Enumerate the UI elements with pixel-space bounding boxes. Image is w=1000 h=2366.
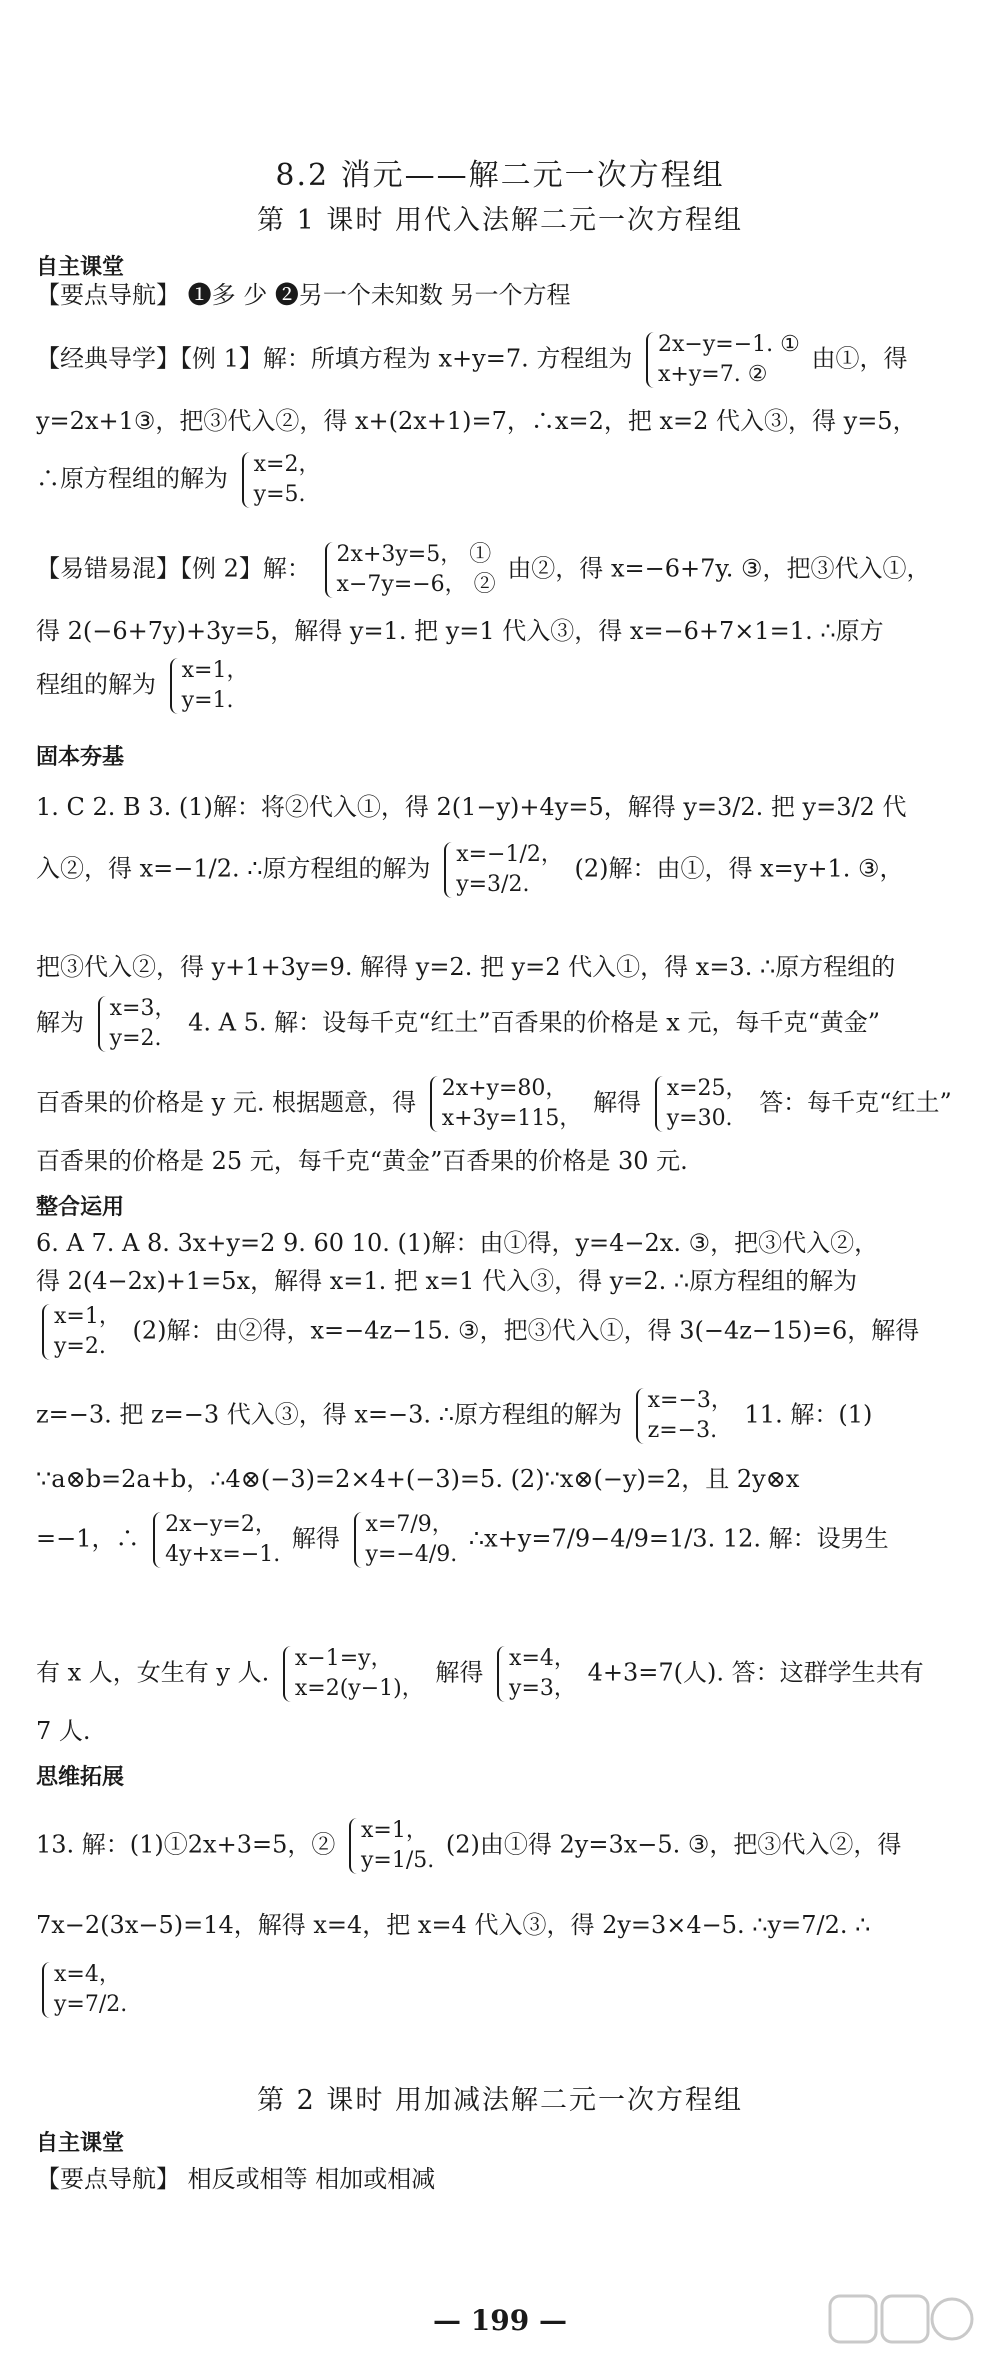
gb-sol2-x: x=3， <box>109 996 177 1021</box>
zh-text-l6c: ∴x+y=7/9−4/9=1/3. 12. 解：设男生 <box>468 1524 889 1553</box>
ex2-sol-x: x=1， <box>181 658 249 683</box>
ex1-text-b: 由①，得 <box>811 344 908 373</box>
section-zizhu-2: 自主课堂 <box>36 2131 125 2156</box>
sw-solution-13-2 <box>40 1960 127 2020</box>
lesson-2-title: 第 2 课时 用加减法解二元一次方程组 <box>257 2085 743 2116</box>
section-title: 8.2 消元——解二元一次方程组 <box>275 158 725 193</box>
zh-eq-1: 2x−y=2， <box>165 1512 277 1537</box>
ex1-sol-y: y=5. <box>253 482 306 507</box>
ex2-eq-1: 2x+3y=5， ① <box>336 542 492 567</box>
example-2-line-3 <box>36 656 968 716</box>
zh-sol3-y: y=−4/9. <box>365 1542 458 1567</box>
zh-text-l7b: 解得 <box>435 1658 484 1687</box>
section-siwei: 思维拓展 <box>36 1765 125 1790</box>
example-1-line-2: y=2x+1③，把③代入②，得 x+(2x+1)=7，∴x=2，把 x=2 代入③，得 y=5， <box>36 407 917 435</box>
section-zizhu: 自主课堂 <box>36 255 125 280</box>
lesson-1-title: 第 1 课时 用代入法解二元一次方程组 <box>257 205 743 236</box>
sw-text-l1a: 13. 解：(1)①2x+3=5，② <box>36 1830 336 1859</box>
gb-sol-y: y=3/2. <box>456 872 530 897</box>
zh-eq12-1: x−1=y， <box>294 1646 393 1671</box>
gb-text-l2b: (2)解：由①，得 x=y+1. ③， <box>574 854 904 883</box>
example-2-line-2: 得 2(−6+7y)+3y=5，解得 y=1. 把 y=1 代入③，得 x=−6+7×1=1. ∴原方 <box>36 617 884 645</box>
zh-text-l7c: 4+3=7(人). 答：这群学生共有 <box>587 1658 924 1687</box>
zh-sol4-y: y=3， <box>509 1676 576 1701</box>
gb-sol2-y: y=2. <box>109 1026 162 1051</box>
zhenghe-line-6 <box>36 1510 968 1570</box>
example-2-line-1 <box>36 540 968 600</box>
ex2-eq-2: x−7y=−6， ② <box>336 572 496 597</box>
gb-equation-solution <box>653 1074 748 1134</box>
zh-sol-x: x=1， <box>54 1304 121 1329</box>
zhenghe-line-8: 7 人. <box>36 1717 91 1745</box>
zh-sol2-x: x=−3， <box>647 1388 733 1413</box>
gb-eqsol-y: y=30. <box>666 1106 733 1131</box>
gb-equation-system <box>428 1074 582 1134</box>
gb-text-l4b: 4. A 5. 解：设每千克“红土”百香果的价格是 x 元，每千克“黄金” <box>188 1008 881 1037</box>
zhenghe-line-2: 得 2(4−2x)+1=5x，解得 x=1. 把 x=1 代入③，得 y=2. ∴原方程组的解为 <box>36 1267 858 1295</box>
zhenghe-line-7 <box>36 1644 968 1704</box>
example-1-line-3 <box>36 450 968 510</box>
ex1-system <box>644 330 800 390</box>
siwei-line-3 <box>36 1960 968 2020</box>
sw-solution-13-1 <box>347 1816 434 1876</box>
yaodian-line-1: 【要点导航】 ❶多 少 ❷另一个未知数 另一个方程 <box>36 281 571 309</box>
guben-line-4 <box>36 994 968 1054</box>
zh-sol3-x: x=7/9， <box>365 1512 454 1537</box>
siwei-line-1 <box>36 1816 968 1876</box>
guben-line-2 <box>36 840 968 900</box>
ex2-text-b: 由②，得 x=−6+7y. ③，把③代入①， <box>507 554 931 583</box>
ex1-text-a: 【经典导学】【例 1】解：所填方程为 x+y=7. 方程组为 <box>36 344 633 373</box>
example-1-line-1 <box>36 330 968 390</box>
zh-solution-11 <box>352 1510 458 1570</box>
ex1-eq-1: 2x−y=−1. ① <box>658 332 800 357</box>
section-zhenghe: 整合运用 <box>36 1195 125 1220</box>
ex1-text-l3: ∴原方程组的解为 <box>36 464 228 493</box>
zhenghe-line-4 <box>36 1386 968 1446</box>
gb-eqsol-x: x=25， <box>666 1076 748 1101</box>
gb-text-l2a: 入②，得 x=−1/2. ∴原方程组的解为 <box>36 854 431 883</box>
gb-text-l5b: 解得 <box>593 1088 642 1117</box>
gb-eq-2: x+3y=115， <box>441 1106 582 1131</box>
guben-line-1: 1. C 2. B 3. (1)解：将②代入①，得 2(1−y)+4y=5，解得 y=3/2. 把 y=3/2 代 <box>36 793 907 821</box>
sw-sol2-x: x=4， <box>54 1962 121 1987</box>
section-guben: 固本夯基 <box>36 745 125 770</box>
zh-sol4-x: x=4， <box>509 1646 576 1671</box>
ex2-text-l3: 程组的解为 <box>36 670 156 699</box>
zhenghe-line-5: ∵a⊗b=2a+b，∴4⊗(−3)=2×4+(−3)=5. (2)∵x⊗(−y)=2，且 2y⊗x <box>36 1465 800 1493</box>
gb-text-l5a: 百香果的价格是 y 元. 根据题意，得 <box>36 1088 417 1117</box>
zh-eq12-2: x=2(y−1)， <box>294 1676 424 1701</box>
zh-sol2-z: z=−3. <box>647 1418 718 1443</box>
yaodian-line-2: 【要点导航】 相反或相等 相加或相减 <box>36 2165 436 2193</box>
guben-line-5 <box>36 1074 968 1134</box>
ex2-sol-y: y=1. <box>181 688 234 713</box>
zh-solution-10-2 <box>634 1386 733 1446</box>
gb-text-l4a: 解为 <box>36 1008 84 1037</box>
zhenghe-line-1: 6. A 7. A 8. 3x+y=2 9. 60 10. (1)解：由①得，y=4−2x. ③，把③代入②， <box>36 1229 879 1257</box>
zh-system-12 <box>281 1644 424 1704</box>
siwei-line-2: 7x−2(3x−5)=14，解得 x=4，把 x=4 代入③，得 2y=3×4−5. ∴y=7/2. ∴ <box>36 1911 871 1939</box>
zh-text-l6b: 解得 <box>291 1524 340 1553</box>
sw-sol-y: y=1/5. <box>361 1848 435 1873</box>
zh-text-l6a: =−1，∴ <box>36 1524 140 1553</box>
ex1-eq-2: x+y=7. ② <box>658 362 768 387</box>
ex2-text-a: 【易错易混】【例 2】解： <box>36 554 311 583</box>
ex1-sol-x: x=2， <box>253 452 321 477</box>
watermark-logo-icon <box>826 2290 976 2350</box>
zh-solution-12 <box>495 1644 576 1704</box>
zh-solution-10-1 <box>40 1302 121 1362</box>
gb-solution-3-1 <box>442 840 563 900</box>
gb-solution-3-2 <box>96 994 177 1054</box>
zh-text-l3b: (2)解：由②得，x=−4z−15. ③，把③代入①，得 3(−4z−15)=6，解得 <box>132 1316 920 1345</box>
gb-eq-1: 2x+y=80， <box>441 1076 568 1101</box>
sw-sol-x: x=1， <box>361 1818 428 1843</box>
zh-eq-2: 4y+x=−1. <box>165 1542 281 1567</box>
zh-text-l4a: z=−3. 把 z=−3 代入③，得 x=−3. ∴原方程组的解为 <box>36 1400 622 1429</box>
ex1-solution <box>240 450 321 510</box>
gb-sol-x: x=−1/2， <box>456 842 563 867</box>
zh-text-l4b: 11. 解：(1) <box>744 1400 873 1429</box>
zh-text-l7a: 有 x 人，女生有 y 人. <box>36 1658 270 1687</box>
zh-sol-y: y=2. <box>54 1334 106 1359</box>
ex2-solution <box>168 656 249 716</box>
gb-text-l5c: 答：每千克“红土” <box>759 1088 952 1117</box>
page-number: — 199 — <box>433 2304 567 2337</box>
guben-line-6: 百香果的价格是 25 元，每千克“黄金”百香果的价格是 30 元. <box>36 1147 688 1175</box>
sw-text-l1b: (2)由①得 2y=3x−5. ③，把③代入②，得 <box>445 1830 902 1859</box>
zhenghe-line-3 <box>36 1302 968 1362</box>
zh-system-11 <box>151 1510 280 1570</box>
sw-sol2-y: y=7/2. <box>54 1992 128 2017</box>
guben-line-3: 把③代入②，得 y+1+3y=9. 解得 y=2. 把 y=2 代入①，得 x=3. ∴原方程组的 <box>36 953 896 981</box>
ex2-system <box>323 540 496 600</box>
